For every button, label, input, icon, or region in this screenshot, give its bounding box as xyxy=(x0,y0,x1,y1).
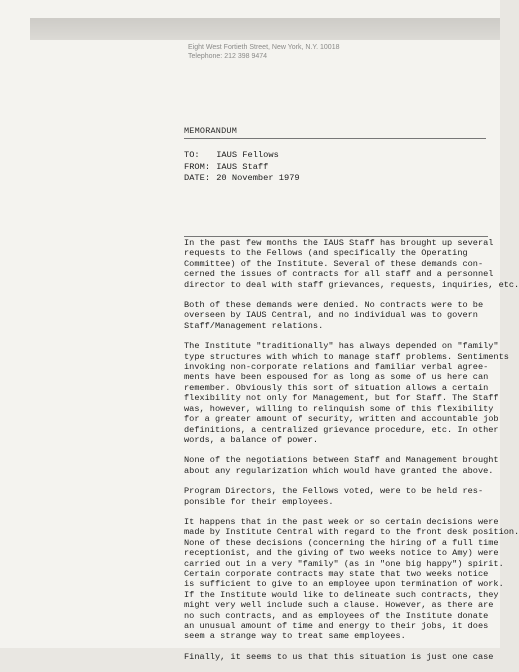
memo-line: Program Directors, the Fellows voted, were to be held res- xyxy=(184,486,484,497)
letterhead-address: Eight West Fortieth Street, New York, N.Y. 10018 xyxy=(188,44,340,51)
memo-paragraph xyxy=(184,652,494,662)
memo-line: Staff/Management relations. xyxy=(184,320,324,331)
body-rule xyxy=(184,236,488,237)
memo-body xyxy=(184,238,519,672)
memo-line: director to deal with staff grievances, requests, inquiries, etc. xyxy=(184,279,519,290)
memo-line: ponsible for their employees. xyxy=(184,496,334,507)
memo-line: Committee) of the Institute. Several of these demands con- xyxy=(184,258,484,269)
memo-line: In the past few months the IAUS Staff has brought up several xyxy=(184,238,494,248)
memo-paragraph xyxy=(184,516,519,642)
memo-line: type structures with which to manage staff problems. Sentiments xyxy=(184,351,509,362)
memo-line: Finally, it seems to us that this situation is just one case xyxy=(184,651,494,662)
memo-paragraph xyxy=(184,455,499,476)
letterhead-telephone: Telephone: 212 398 9474 xyxy=(188,53,268,60)
memo-from-value: IAUS Staff xyxy=(216,161,269,172)
memo-line: seem a strange way to treat same employees. xyxy=(184,631,406,642)
memo-line: might very well include such a clause. However, as there are xyxy=(184,600,494,611)
memo-line: flexibility not only for Management, but for Staff. The Staff xyxy=(184,393,499,404)
memo-line: overseen by IAUS Central, and no individual was to govern xyxy=(184,310,478,321)
memo-line: None of these decisions (concerning the hiring of a full time xyxy=(184,537,499,548)
memo-line: If the Institute would like to delineate such contracts, they xyxy=(184,589,499,600)
memo-line: words, a balance of power. xyxy=(184,434,319,445)
memo-paragraph xyxy=(184,486,494,507)
memo-line: It happens that in the past week or so certain decisions were xyxy=(184,516,499,527)
memo-to-row xyxy=(184,150,300,162)
memo-paragraph xyxy=(184,341,509,445)
memo-line: receptionist, and the giving of two weeks notice to Amy) were xyxy=(184,548,499,559)
memo-line: definitions, a centralized grievance procedure, etc. In other xyxy=(184,424,499,435)
memo-date-row xyxy=(184,173,300,185)
memo-from-row xyxy=(184,162,300,174)
memo-line: is sufficient to give to an employee upon termination of work. xyxy=(184,579,504,590)
memo-line: requests to the Fellows (and specifically the Operating xyxy=(184,248,468,259)
memo-date-value: 20 November 1979 xyxy=(216,173,300,183)
memo-line: Both of these demands were denied. No contracts were to be xyxy=(184,300,484,311)
memo-paragraph xyxy=(184,300,494,331)
letterhead-band xyxy=(30,18,500,40)
memo-line: for a greater amount of security, written and accountable job xyxy=(184,414,499,425)
memo-line: invoking non-corporate relations and familiar verbal agree- xyxy=(184,362,489,373)
memo-line: made by Institute Central with regard to the front desk position. xyxy=(184,527,519,538)
memo-line: was, however, willing to relinquish some of this flexibility xyxy=(184,403,494,414)
memo-line: remember. Obviously this sort of situation allows a certain xyxy=(184,382,489,393)
memo-line: about any regularization which would have granted the above. xyxy=(184,465,494,476)
memo-line: ments have been espoused for as long as some of us here can xyxy=(184,372,489,383)
memo-to-label: TO: xyxy=(184,150,200,160)
memo-line: None of the negotiations between Staff and Management brought xyxy=(184,455,499,466)
memo-line: no such contracts, and as employees of the Institute donate xyxy=(184,610,489,621)
memo-line: an unusual amount of time and energy to their jobs, it does xyxy=(184,621,489,631)
memo-title: MEMORANDUM xyxy=(184,126,238,136)
memo-paragraph xyxy=(184,238,519,290)
memo-line: carried out in a very "family" (as in "one big happy") spirit. xyxy=(184,558,504,569)
memo-title-rule xyxy=(184,138,486,139)
letterhead xyxy=(188,43,340,61)
memo-date-label: DATE: xyxy=(184,173,211,183)
memo-line: Certain corporate contracts may state that two weeks notice xyxy=(184,568,489,579)
memo-to-value: IAUS Fellows xyxy=(216,150,279,160)
memo-from-label: FROM: xyxy=(184,161,211,172)
memo-header xyxy=(184,150,300,185)
memo-line: cerned the issues of contracts for all staff and a personnel xyxy=(184,269,494,280)
memo-line: The Institute "traditionally" has always depended on "family" xyxy=(184,341,499,352)
